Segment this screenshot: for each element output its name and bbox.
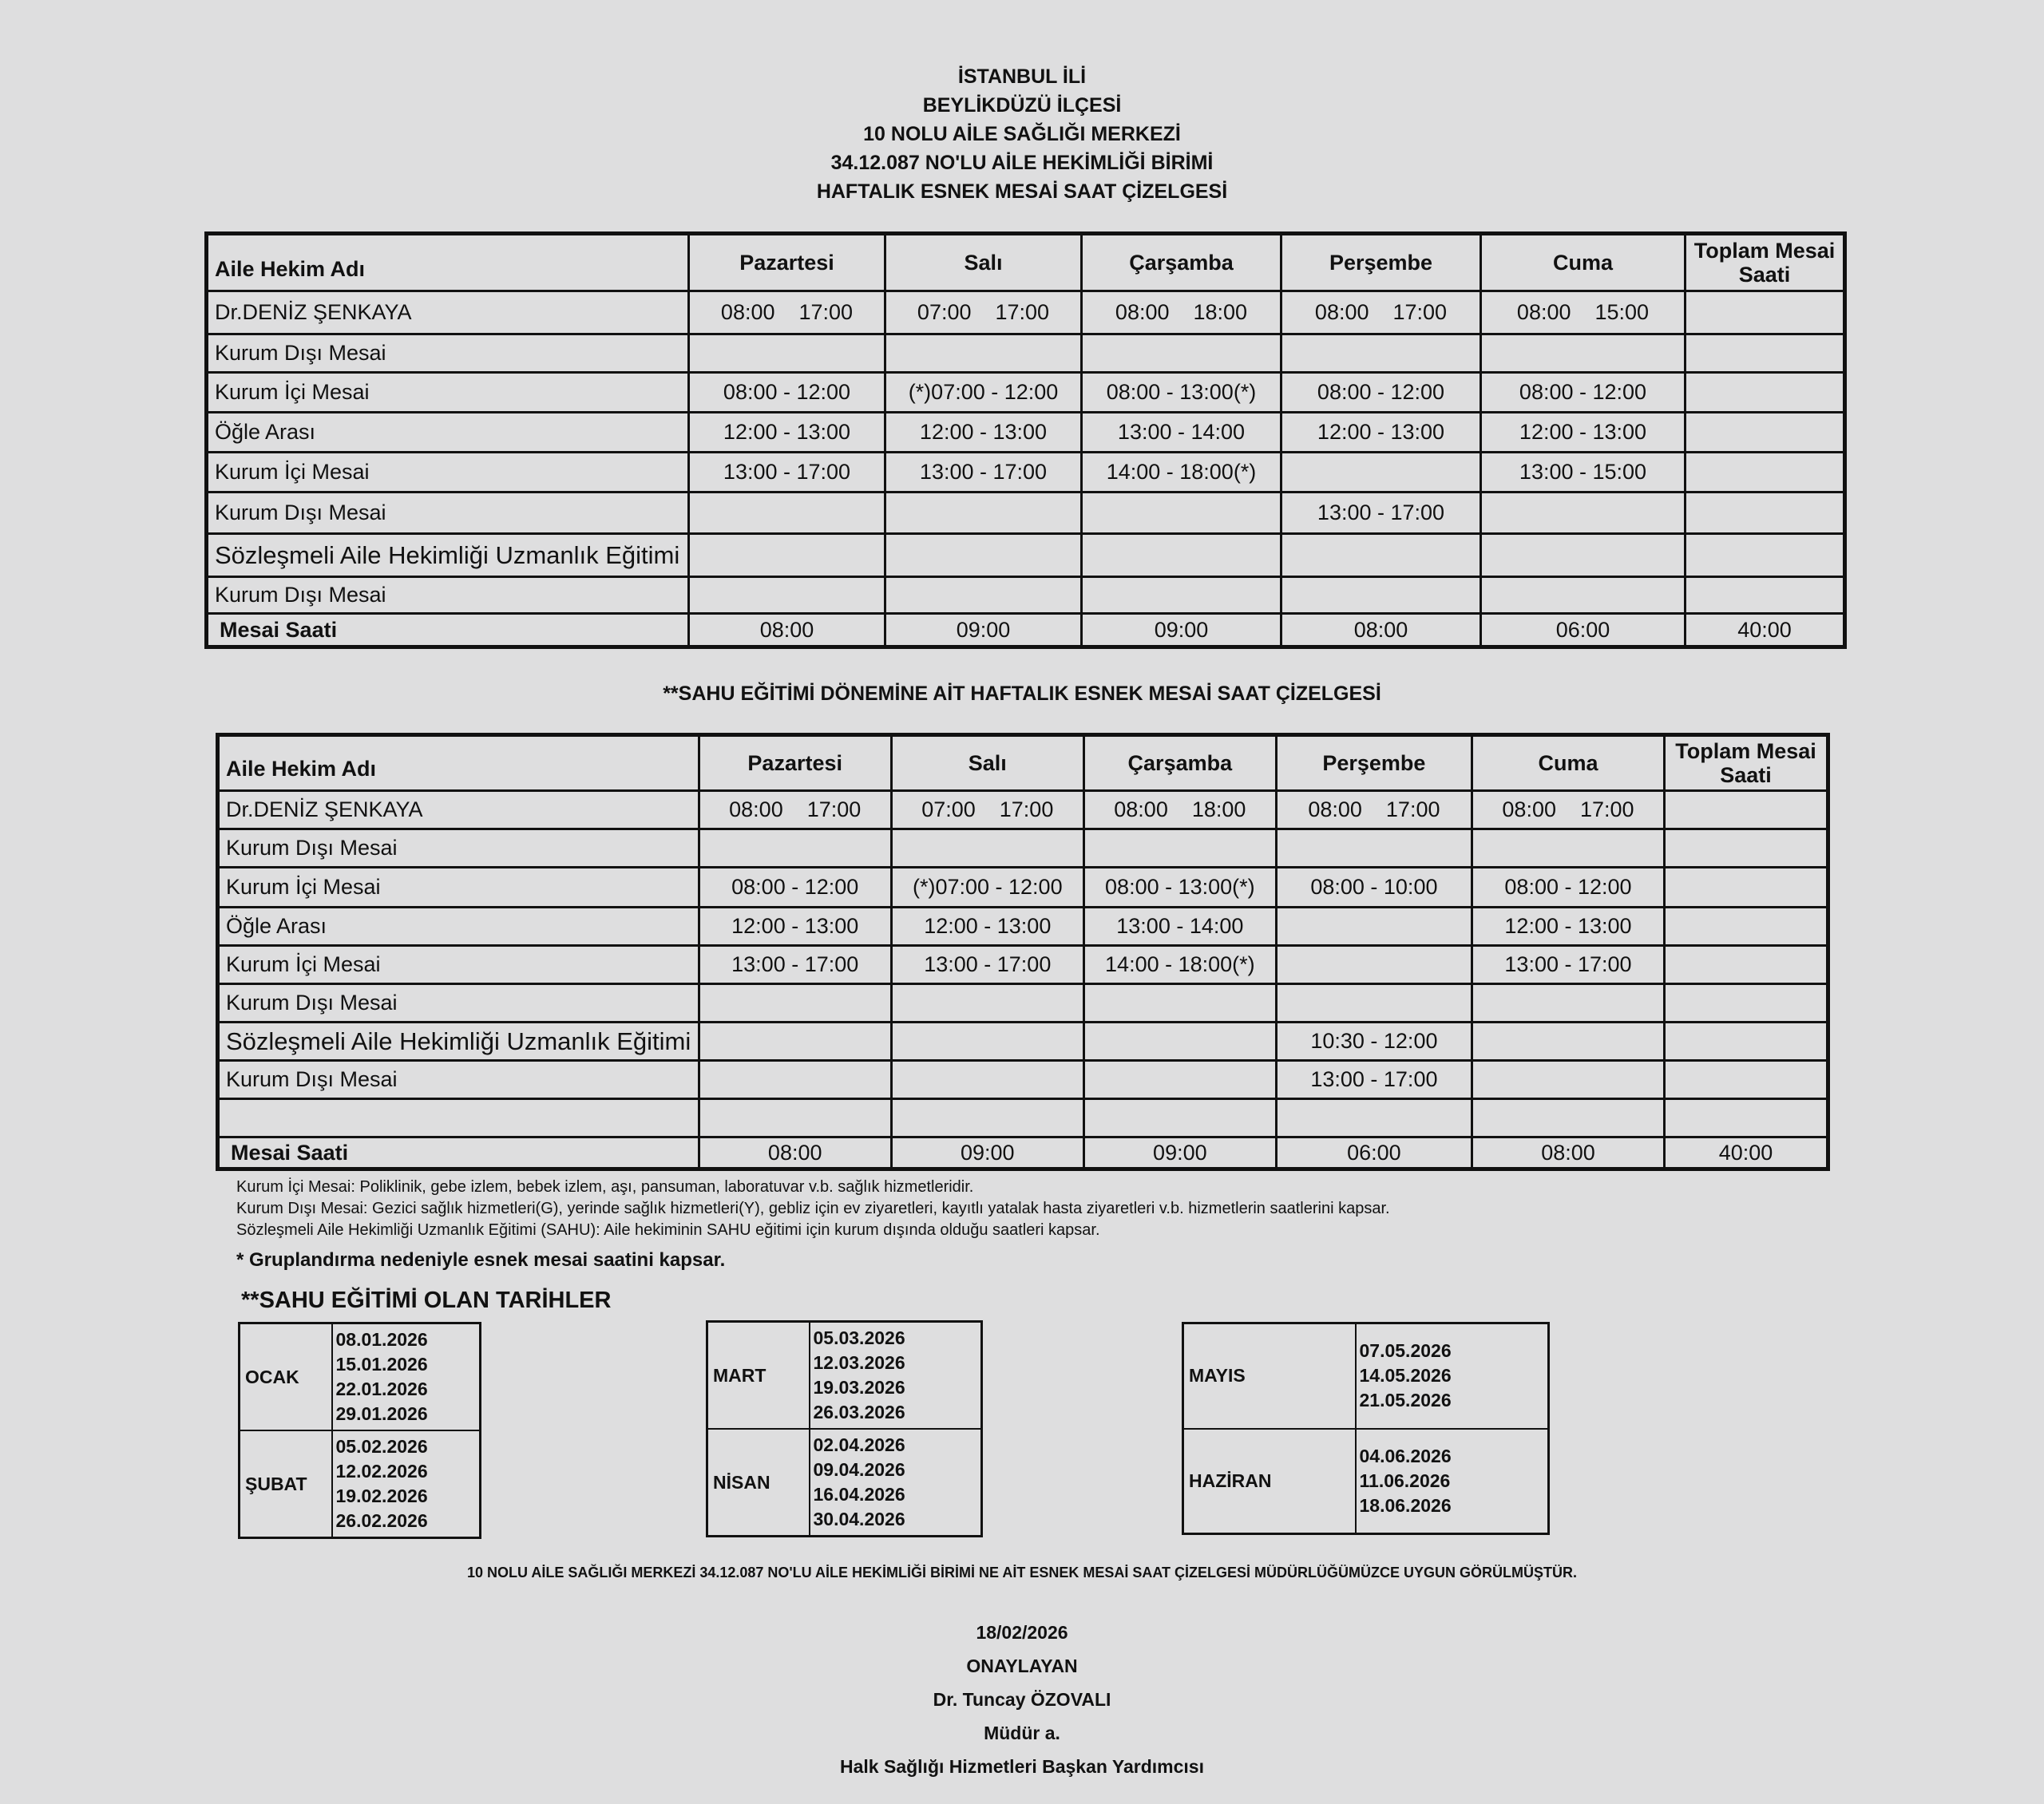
cell-tuesday: 12:00 - 13:00 [885, 413, 1082, 453]
cell-total [1665, 984, 1828, 1023]
header-line-center: 10 NOLU AİLE SAĞLIĞI MERKEZİ [863, 123, 1181, 145]
date-item: 29.01.2026 [335, 1403, 428, 1424]
weekly-schedule-table [204, 231, 1847, 649]
cell-total [1686, 577, 1845, 614]
cell-thursday [1276, 946, 1472, 984]
cell-monday: 12:00 - 13:00 [689, 413, 885, 453]
cell-friday: 08:00 - 12:00 [1472, 868, 1664, 908]
header-cell-tuesday: Salı [891, 735, 1083, 791]
cell-tuesday [891, 1023, 1083, 1061]
table-header-row [218, 735, 1828, 791]
header-cell-wednesday: Çarşamba [1083, 735, 1276, 791]
cell-total [1665, 829, 1828, 868]
cell-monday: 08:00 - 12:00 [689, 373, 885, 413]
approver-title: Müdür a. [984, 1723, 1060, 1743]
cell-wednesday [1082, 534, 1281, 577]
cell-tuesday: (*)07:00 - 12:00 [885, 373, 1082, 413]
cell-monday: 13:00 - 17:00 [689, 453, 885, 493]
cell-tuesday: 13:00 - 17:00 [891, 946, 1083, 984]
month-dates-table [1182, 1322, 1550, 1535]
cell-wednesday: 08:00 18:00 [1083, 791, 1276, 829]
cell-wednesday: 13:00 - 14:00 [1082, 413, 1281, 453]
approval-date: 18/02/2026 [976, 1622, 1068, 1643]
row-label: Öğle Arası [218, 908, 699, 946]
cell-total [1665, 868, 1828, 908]
cell-monday [699, 829, 891, 868]
header-cell-total: Toplam Mesai Saati [1686, 234, 1845, 291]
cell-total [1686, 413, 1845, 453]
cell-thursday [1281, 453, 1481, 493]
sahu-schedule-title: **SAHU EĞİTİMİ DÖNEMİNE AİT HAFTALIK ESNEK MESAİ SAAT ÇİZELGESİ [663, 682, 1381, 705]
cell-total [1665, 908, 1828, 946]
table-row [218, 1023, 1828, 1061]
table-row [218, 791, 1828, 829]
date-item: 16.04.2026 [813, 1484, 905, 1505]
total-monday: 08:00 [689, 614, 885, 647]
cell-monday [699, 1023, 891, 1061]
cell-total [1665, 1061, 1828, 1099]
cell-wednesday [1083, 984, 1276, 1023]
cell-wednesday: 13:00 - 14:00 [1083, 908, 1276, 946]
month-name: NİSAN [707, 1429, 810, 1537]
cell-thursday: 08:00 17:00 [1276, 791, 1472, 829]
row-label: Öğle Arası [207, 413, 689, 453]
cell-total [1686, 373, 1845, 413]
header-cell-tuesday: Salı [885, 234, 1082, 291]
header-line-province: İSTANBUL İLİ [957, 65, 1087, 88]
date-item: 05.03.2026 [813, 1327, 905, 1348]
cell-total [1686, 334, 1845, 373]
cell-monday: 12:00 - 13:00 [699, 908, 891, 946]
month-dates-table [238, 1322, 481, 1539]
cell-thursday: 08:00 17:00 [1281, 291, 1481, 334]
cell-tuesday: 07:00 17:00 [891, 791, 1083, 829]
total-friday: 06:00 [1481, 614, 1686, 647]
month-dates-table [706, 1320, 983, 1537]
cell-total [1686, 493, 1845, 534]
row-label: Sözleşmeli Aile Hekimliği Uzmanlık Eğitimi [207, 534, 689, 577]
total-wednesday: 09:00 [1082, 614, 1281, 647]
cell-monday: 08:00 17:00 [699, 791, 891, 829]
date-item: 30.04.2026 [813, 1509, 905, 1529]
cell-wednesday: 08:00 - 13:00(*) [1082, 373, 1281, 413]
month-row [707, 1322, 982, 1430]
cell-thursday: 10:30 - 12:00 [1276, 1023, 1472, 1061]
table-row [218, 1061, 1828, 1099]
approval-statement: 10 NOLU AİLE SAĞLIĞI MERKEZİ 34.12.087 NO'LU AİLE HEKİMLİĞİ BİRİMİ NE AİT ESNEK MESAİ SAAT ÇİZELGESİ MÜDÜRLÜĞÜMÜZCE UYGUN GÖRÜLMÜŞTÜR. [466, 1565, 1578, 1580]
cell-thursday [1276, 829, 1472, 868]
cell-thursday: 13:00 - 17:00 [1281, 493, 1481, 534]
cell-thursday: 13:00 - 17:00 [1276, 1061, 1472, 1099]
table-header-row [207, 234, 1845, 291]
row-label: Dr.DENİZ ŞENKAYA [218, 791, 699, 829]
row-label: Kurum Dışı Mesai [207, 334, 689, 373]
cell-thursday [1276, 908, 1472, 946]
table-total-row [218, 1137, 1828, 1169]
table-row [207, 291, 1845, 334]
table-row [218, 868, 1828, 908]
cell-friday: 13:00 - 17:00 [1472, 946, 1664, 984]
table-row [218, 984, 1828, 1023]
cell-thursday: 12:00 - 13:00 [1281, 413, 1481, 453]
cell-tuesday [891, 829, 1083, 868]
row-label [218, 1099, 699, 1137]
header-cell-doctor: Aile Hekim Adı [218, 735, 699, 791]
month-dates [810, 1322, 982, 1430]
cell-friday: 12:00 - 13:00 [1472, 908, 1664, 946]
table-row [207, 534, 1845, 577]
cell-friday: 08:00 - 12:00 [1481, 373, 1686, 413]
cell-thursday [1281, 334, 1481, 373]
cell-total [1686, 534, 1845, 577]
row-label: Sözleşmeli Aile Hekimliği Uzmanlık Eğitimi [218, 1023, 699, 1061]
row-label: Kurum İçi Mesai [218, 868, 699, 908]
table-row [207, 373, 1845, 413]
header-cell-total: Toplam Mesai Saati [1665, 735, 1828, 791]
cell-thursday [1276, 1099, 1472, 1137]
cell-total [1665, 946, 1828, 984]
cell-friday: 08:00 17:00 [1472, 791, 1664, 829]
total-thursday: 06:00 [1276, 1137, 1472, 1169]
cell-wednesday: 08:00 - 13:00(*) [1083, 868, 1276, 908]
cell-monday [699, 1099, 891, 1137]
cell-friday [1472, 984, 1664, 1023]
cell-wednesday [1083, 829, 1276, 868]
month-row [240, 1430, 481, 1538]
month-name: HAZİRAN [1183, 1429, 1356, 1534]
cell-tuesday: (*)07:00 - 12:00 [891, 868, 1083, 908]
cell-tuesday: 12:00 - 13:00 [891, 908, 1083, 946]
cell-thursday: 08:00 - 12:00 [1281, 373, 1481, 413]
date-item: 09.04.2026 [813, 1459, 905, 1480]
row-label: Dr.DENİZ ŞENKAYA [207, 291, 689, 334]
month-row [1183, 1323, 1549, 1429]
date-item: 19.03.2026 [813, 1377, 905, 1398]
table-row [218, 946, 1828, 984]
table-total-row [207, 614, 1845, 647]
cell-total [1665, 791, 1828, 829]
date-item: 22.01.2026 [335, 1379, 428, 1399]
month-dates [332, 1430, 481, 1538]
date-item: 05.02.2026 [335, 1436, 428, 1457]
total-label: Mesai Saati [207, 614, 689, 647]
note-sahu: Sözleşmeli Aile Hekimliği Uzmanlık Eğitimi (SAHU): Aile hekiminin SAHU eğitimi için kurum dışında olduğu saatleri kapsar. [236, 1221, 1100, 1239]
cell-monday: 13:00 - 17:00 [699, 946, 891, 984]
cell-wednesday [1082, 577, 1281, 614]
month-row [240, 1323, 481, 1431]
cell-friday [1481, 577, 1686, 614]
month-name: MART [707, 1322, 810, 1430]
cell-friday [1481, 493, 1686, 534]
cell-tuesday: 13:00 - 17:00 [885, 453, 1082, 493]
cell-thursday [1276, 984, 1472, 1023]
cell-monday [689, 493, 885, 534]
row-label: Kurum Dışı Mesai [218, 1061, 699, 1099]
date-item: 04.06.2026 [1359, 1445, 1452, 1466]
cell-wednesday [1082, 493, 1281, 534]
month-name: MAYIS [1183, 1323, 1356, 1429]
table-row [207, 334, 1845, 373]
signature-block [0, 1616, 2044, 1783]
table-row [218, 908, 1828, 946]
date-item: 07.05.2026 [1359, 1340, 1452, 1362]
cell-wednesday [1083, 1099, 1276, 1137]
cell-total [1665, 1099, 1828, 1137]
date-item: 14.05.2026 [1359, 1365, 1452, 1387]
cell-monday [699, 984, 891, 1023]
month-dates [1356, 1429, 1549, 1534]
cell-friday [1472, 1023, 1664, 1061]
date-item: 15.01.2026 [335, 1354, 428, 1375]
cell-tuesday [891, 1061, 1083, 1099]
total-week: 40:00 [1686, 614, 1845, 647]
cell-wednesday: 14:00 - 18:00(*) [1082, 453, 1281, 493]
table-row [207, 577, 1845, 614]
table-row [207, 493, 1845, 534]
cell-wednesday [1083, 1061, 1276, 1099]
row-label: Kurum Dışı Mesai [207, 577, 689, 614]
month-row [707, 1429, 982, 1537]
document-header [0, 62, 2044, 206]
sahu-schedule-table [216, 733, 1830, 1171]
date-item: 21.05.2026 [1359, 1390, 1452, 1411]
header-cell-monday: Pazartesi [689, 234, 885, 291]
cell-thursday [1281, 534, 1481, 577]
cell-total [1686, 453, 1845, 493]
date-item: 26.02.2026 [335, 1510, 428, 1531]
row-label: Kurum Dışı Mesai [218, 984, 699, 1023]
cell-tuesday [891, 984, 1083, 1023]
header-line-title: HAFTALIK ESNEK MESAİ SAAT ÇİZELGESİ [816, 180, 1228, 203]
cell-tuesday [885, 577, 1082, 614]
table-row [207, 413, 1845, 453]
month-name: OCAK [240, 1323, 332, 1431]
star-note: * Gruplandırma nedeniyle esnek mesai saatini kapsar. [236, 1249, 726, 1271]
date-item: 12.02.2026 [335, 1461, 428, 1482]
date-item: 02.04.2026 [813, 1434, 905, 1455]
total-wednesday: 09:00 [1083, 1137, 1276, 1169]
cell-friday [1472, 829, 1664, 868]
cell-friday [1472, 1099, 1664, 1137]
total-tuesday: 09:00 [885, 614, 1082, 647]
total-monday: 08:00 [699, 1137, 891, 1169]
cell-monday [699, 1061, 891, 1099]
cell-friday [1481, 334, 1686, 373]
cell-monday: 08:00 17:00 [689, 291, 885, 334]
cell-wednesday [1083, 1023, 1276, 1061]
header-cell-wednesday: Çarşamba [1082, 234, 1281, 291]
total-friday: 08:00 [1472, 1137, 1664, 1169]
table-row [218, 1099, 1828, 1137]
cell-tuesday [891, 1099, 1083, 1137]
note-external-work: Kurum Dışı Mesai: Gezici sağlık hizmetleri(G), yerinde sağlık hizmetleri(Y), gebliz için ev ziyaretleri, kayıtlı yatalak hasta ziyaretleri v.b. hizmetlerin saatlerini kapsar. [236, 1200, 1390, 1217]
total-tuesday: 09:00 [891, 1137, 1083, 1169]
header-cell-friday: Cuma [1472, 735, 1664, 791]
cell-thursday [1281, 577, 1481, 614]
cell-friday [1481, 534, 1686, 577]
cell-friday: 13:00 - 15:00 [1481, 453, 1686, 493]
cell-monday [689, 534, 885, 577]
cell-friday: 12:00 - 13:00 [1481, 413, 1686, 453]
cell-monday [689, 577, 885, 614]
cell-friday: 08:00 15:00 [1481, 291, 1686, 334]
approver-name: Dr. Tuncay ÖZOVALI [933, 1689, 1111, 1710]
month-dates [332, 1323, 481, 1431]
total-thursday: 08:00 [1281, 614, 1481, 647]
header-cell-doctor: Aile Hekim Adı [207, 234, 689, 291]
cell-friday [1472, 1061, 1664, 1099]
cell-wednesday [1082, 334, 1281, 373]
cell-total [1686, 291, 1845, 334]
cell-thursday: 08:00 - 10:00 [1276, 868, 1472, 908]
header-cell-friday: Cuma [1481, 234, 1686, 291]
approver-position: Halk Sağlığı Hizmetleri Başkan Yardımcısı [840, 1756, 1204, 1777]
cell-tuesday [885, 334, 1082, 373]
month-name: ŞUBAT [240, 1430, 332, 1538]
definitions-notes [236, 1177, 1390, 1241]
date-item: 12.03.2026 [813, 1352, 905, 1373]
table-row [218, 829, 1828, 868]
table-row [207, 453, 1845, 493]
header-line-district: BEYLİKDÜZÜ İLÇESİ [922, 94, 1122, 117]
cell-tuesday [885, 534, 1082, 577]
date-item: 19.02.2026 [335, 1486, 428, 1506]
cell-wednesday: 08:00 18:00 [1082, 291, 1281, 334]
month-row [1183, 1429, 1549, 1534]
row-label: Kurum İçi Mesai [218, 946, 699, 984]
row-label: Kurum İçi Mesai [207, 373, 689, 413]
cell-tuesday: 07:00 17:00 [885, 291, 1082, 334]
date-item: 26.03.2026 [813, 1402, 905, 1422]
total-label: Mesai Saati [218, 1137, 699, 1169]
header-line-unit: 34.12.087 NO'LU AİLE HEKİMLİĞİ BİRİMİ [830, 152, 1214, 174]
header-cell-monday: Pazartesi [699, 735, 891, 791]
note-internal-work: Kurum İçi Mesai: Poliklinik, gebe izlem, bebek izlem, aşı, pansuman, laboratuvar v.b. sağlık hizmetleridir. [236, 1178, 974, 1196]
approval-role: ONAYLAYAN [966, 1656, 1078, 1676]
sahu-dates-title: **SAHU EĞİTİMİ OLAN TARİHLER [241, 1288, 612, 1313]
header-cell-thursday: Perşembe [1281, 234, 1481, 291]
cell-tuesday [885, 493, 1082, 534]
date-item: 18.06.2026 [1359, 1494, 1452, 1516]
cell-total [1665, 1023, 1828, 1061]
row-label: Kurum Dışı Mesai [218, 829, 699, 868]
month-dates [810, 1429, 982, 1537]
row-label: Kurum Dışı Mesai [207, 493, 689, 534]
total-week: 40:00 [1665, 1137, 1828, 1169]
month-dates [1356, 1323, 1549, 1429]
header-cell-thursday: Perşembe [1276, 735, 1472, 791]
cell-wednesday: 14:00 - 18:00(*) [1083, 946, 1276, 984]
cell-monday: 08:00 - 12:00 [699, 868, 891, 908]
cell-monday [689, 334, 885, 373]
row-label: Kurum İçi Mesai [207, 453, 689, 493]
date-item: 08.01.2026 [335, 1329, 428, 1350]
date-item: 11.06.2026 [1359, 1470, 1451, 1491]
